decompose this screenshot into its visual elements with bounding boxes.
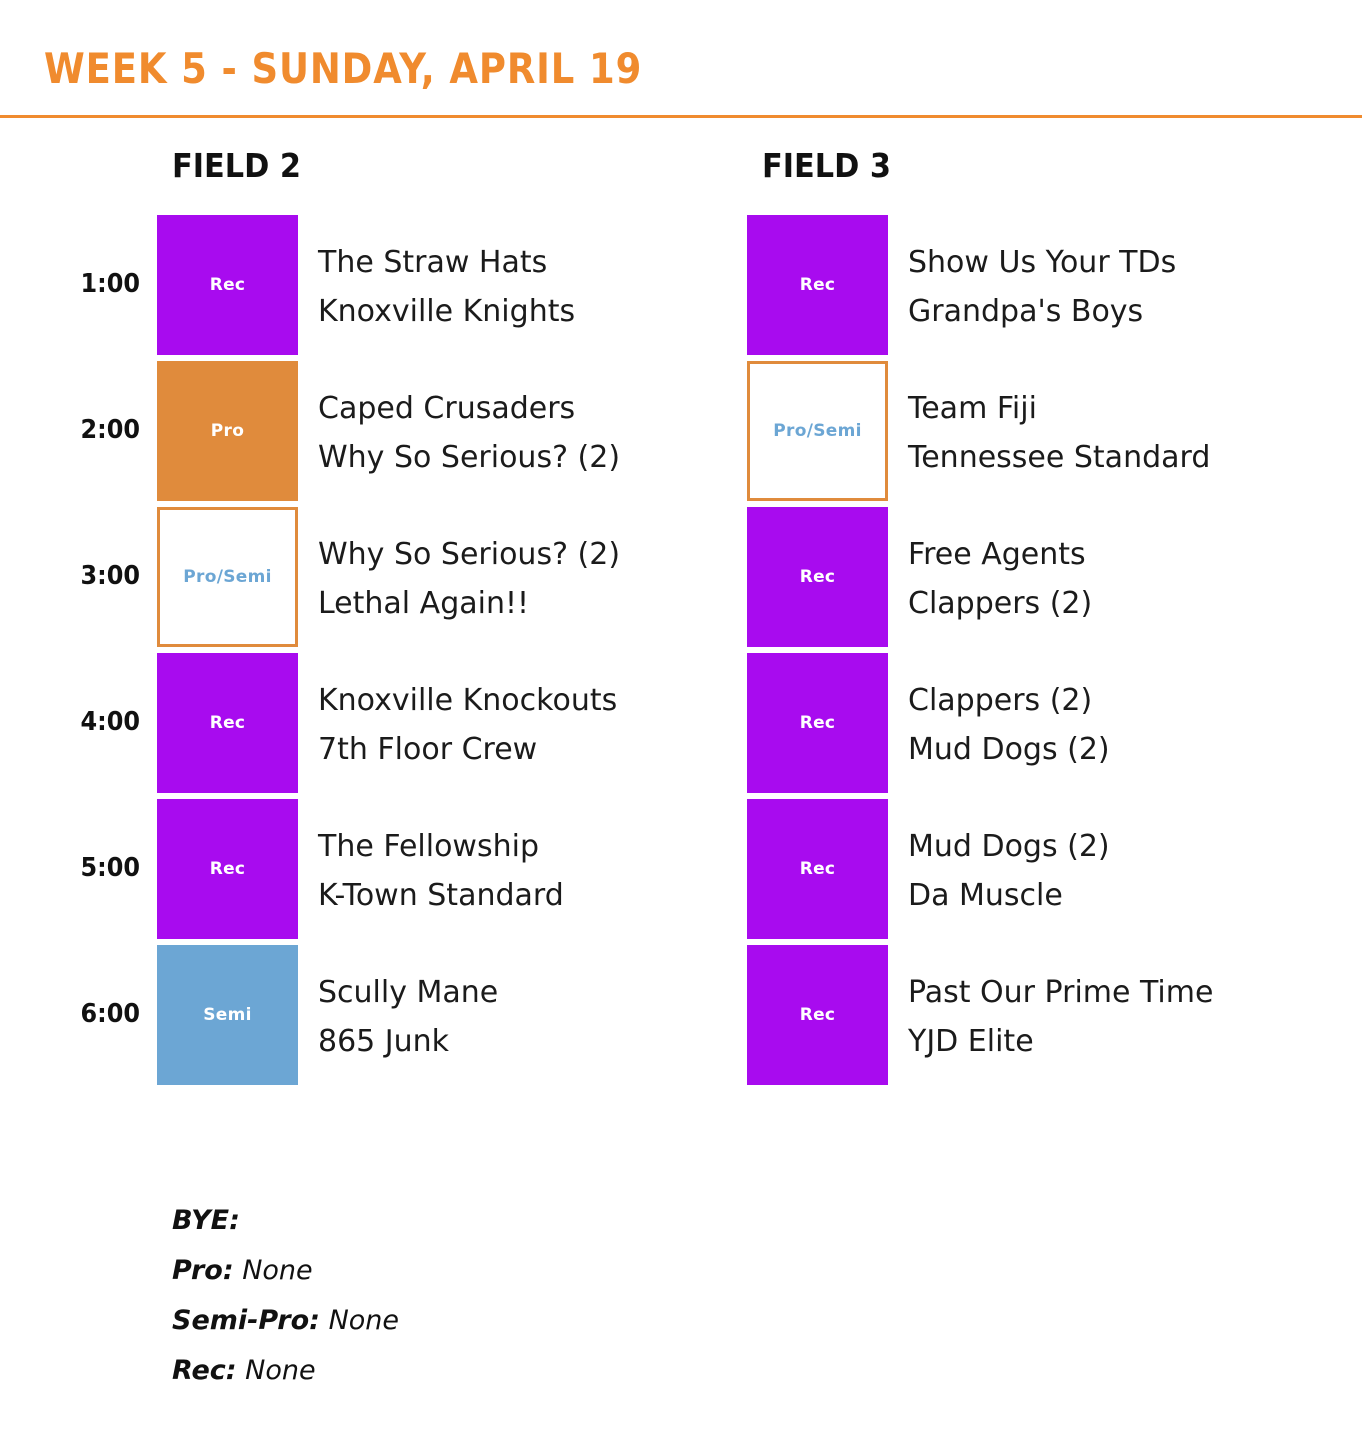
time-label: 2:00 [80, 415, 140, 445]
schedule-row [0, 504, 1362, 650]
matchup [908, 384, 1362, 482]
division-badge: Rec [747, 945, 888, 1085]
team-name: K-Town Standard [318, 878, 564, 913]
matchup [908, 968, 1362, 1066]
team-name: Free Agents [908, 537, 1086, 572]
matchup [908, 530, 1362, 628]
schedule-row [0, 796, 1362, 942]
team-name: Lethal Again!! [318, 586, 530, 621]
division-badge: Rec [157, 653, 298, 793]
time-label: 3:00 [80, 561, 140, 591]
time-label: 6:00 [80, 999, 140, 1029]
team-name: Tennessee Standard [908, 440, 1211, 475]
schedule-board [0, 146, 1362, 1088]
division-badge: Pro [157, 361, 298, 501]
team-name: Da Muscle [908, 878, 1063, 913]
team-name: Clappers (2) [908, 683, 1093, 718]
bye-title-label: BYE: [172, 1205, 240, 1236]
team-name: Mud Dogs (2) [908, 829, 1110, 864]
matchup [908, 822, 1362, 920]
time-label: 4:00 [80, 707, 140, 737]
bye-value: None [328, 1305, 400, 1336]
matchup [908, 676, 1362, 774]
team-name: Knoxville Knockouts [318, 683, 618, 718]
team-name: Clappers (2) [908, 586, 1093, 621]
team-name: Grandpa's Boys [908, 294, 1144, 329]
time-label: 1:00 [80, 269, 140, 299]
bye-value: None [245, 1355, 316, 1386]
matchup [908, 238, 1362, 336]
team-name: Past Our Prime Time [908, 975, 1214, 1010]
header-divider [0, 115, 1362, 118]
team-name: 865 Junk [318, 1024, 450, 1059]
bye-row-rec [172, 1346, 399, 1396]
matchup [318, 238, 778, 336]
team-name: Team Fiji [908, 391, 1037, 426]
matchup [318, 968, 778, 1066]
page-title: WEEK 5 - SUNDAY, APRIL 19 [44, 44, 643, 93]
team-name: 7th Floor Crew [318, 732, 538, 767]
field-header-3: FIELD 3 [762, 146, 892, 185]
division-badge: Rec [747, 215, 888, 355]
division-badge: Rec [747, 653, 888, 793]
bye-label: Pro: [172, 1255, 234, 1286]
schedule-row [0, 650, 1362, 796]
division-badge: Rec [157, 215, 298, 355]
bye-value: None [242, 1255, 313, 1286]
team-name: Knoxville Knights [318, 294, 576, 329]
division-badge: Pro/Semi [157, 507, 298, 647]
schedule-row [0, 358, 1362, 504]
time-label: 5:00 [80, 853, 140, 883]
team-name: Why So Serious? (2) [318, 440, 621, 475]
bye-label: Semi-Pro: [172, 1305, 320, 1336]
matchup [318, 384, 778, 482]
field-header-2: FIELD 2 [172, 146, 302, 185]
division-badge: Rec [157, 799, 298, 939]
schedule-row [0, 942, 1362, 1088]
field-header-row [0, 146, 1362, 200]
bye-row-pro [172, 1246, 399, 1296]
team-name: The Fellowship [318, 829, 539, 864]
bye-label: Rec: [172, 1355, 237, 1386]
team-name: Why So Serious? (2) [318, 537, 621, 572]
matchup [318, 530, 778, 628]
division-badge: Pro/Semi [747, 361, 888, 501]
team-name: Scully Mane [318, 975, 499, 1010]
bye-row-semi-pro [172, 1296, 399, 1346]
team-name: Caped Crusaders [318, 391, 576, 426]
bye-title [172, 1196, 399, 1246]
division-badge: Rec [747, 507, 888, 647]
matchup [318, 822, 778, 920]
bye-section [172, 1196, 399, 1396]
page-header [0, 0, 1362, 93]
schedule-row [0, 212, 1362, 358]
team-name: YJD Elite [908, 1024, 1034, 1059]
matchup [318, 676, 778, 774]
team-name: Mud Dogs (2) [908, 732, 1110, 767]
schedule-rows [0, 212, 1362, 1088]
division-badge: Semi [157, 945, 298, 1085]
team-name: The Straw Hats [318, 245, 548, 280]
division-badge: Rec [747, 799, 888, 939]
team-name: Show Us Your TDs [908, 245, 1177, 280]
